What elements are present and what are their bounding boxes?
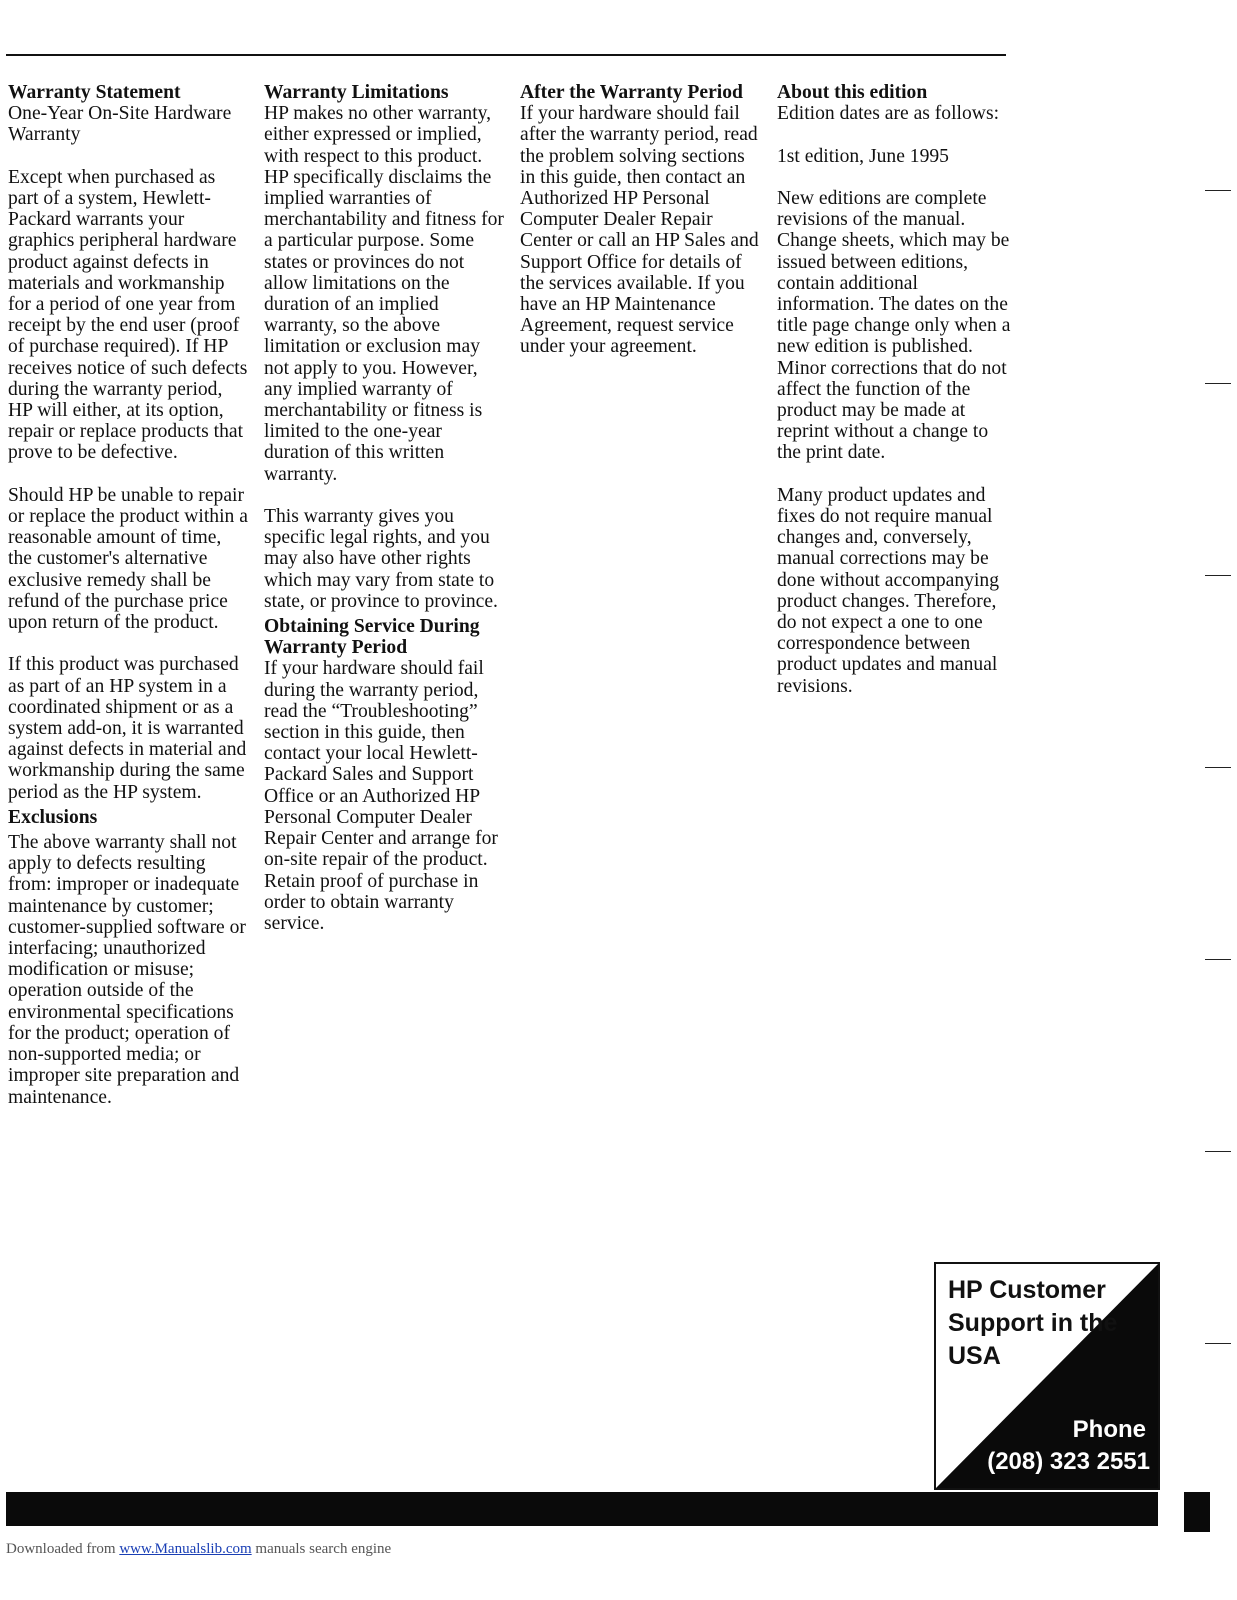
warranty-paragraph-3: If this product was purchased as part of an HP system in a coordinated shipment or as a system add-on, it is warranted against defects in material and workmanship during the same period as the HP system. xyxy=(8,654,247,803)
top-rule xyxy=(6,54,1006,56)
edition-paragraph-2: 1st edition, June 1995 xyxy=(777,145,949,167)
support-phone-number: (208) 323 2551 xyxy=(987,1448,1150,1475)
margin-tick xyxy=(1205,190,1231,191)
limitations-paragraph-1: HP makes no other warranty, either expressed or implied, with respect to this product. HP specifically disclaims the implied warranties of merchantability and fitness for a particular purpose. Some states or provinces do not allow limitations on the duration of an implied warranty, so the above limitation or exclusion may not apply to you. However, any implied warranty of merchantability or fitness is limited to the one-year duration of this written warranty. xyxy=(264,103,504,485)
warranty-paragraph-1: Except when purchased as part of a system, Hewlett-Packard warrants your graphics peripheral hardware product against defects in materials and workmanship for a period of one year from receipt by the end user (proof of purchase required). If HP receives notice of such defects during the warranty period, HP will either, at its option, repair or replace products that prove to be defective. xyxy=(8,166,248,464)
bottom-edge-block xyxy=(1184,1492,1210,1532)
manualslib-link[interactable]: www.Manualslib.com xyxy=(119,1541,252,1557)
warranty-subheading: One-Year On-Site Hardware Warranty xyxy=(8,103,232,146)
margin-tick xyxy=(1205,1343,1231,1344)
edition-heading: About this edition xyxy=(777,82,928,103)
footer-prefix: Downloaded from xyxy=(6,1541,120,1557)
margin-tick xyxy=(1205,575,1231,576)
support-title: HP Customer Support in the USA xyxy=(948,1276,1118,1370)
support-phone-label: Phone xyxy=(1072,1416,1146,1443)
edition-paragraph-1: Edition dates are as follows: xyxy=(777,103,1000,125)
edition-paragraph-3: New editions are complete revisions of the manual. Change sheets, which may be issued between editions, contain additional information. The dates on the title page change only when a new edition is published. Minor corrections that do not affect the function of the product may be made at reprint without a change to the print date. xyxy=(777,187,1011,464)
bottom-black-band xyxy=(6,1492,1158,1526)
margin-tick xyxy=(1205,1151,1231,1152)
obtaining-service-heading: Obtaining Service During Warranty Period xyxy=(264,616,480,659)
exclusions-text: The above warranty shall not apply to defects resulting from: improper or inadequate maintenance by customer; customer-supplied software or interfacing; unauthorized modification or misuse; operation outside of the environmental specifications for the product; operation of non-supported media; or improper site preparation and maintenance. xyxy=(8,832,246,1108)
column-after-warranty xyxy=(520,82,760,379)
margin-tick xyxy=(1205,959,1231,960)
limitations-heading: Warranty Limitations xyxy=(264,82,449,103)
download-footer xyxy=(6,1541,391,1558)
customer-support-box xyxy=(934,1262,1160,1490)
warranty-heading: Warranty Statement xyxy=(8,82,181,103)
obtaining-service-text: If your hardware should fail during the warranty period, read the “Troubleshooting” section in this guide, then contact your local Hewlett-Packard Sales and Support Office or an Authorized HP Personal Computer Dealer Repair Center and arrange for on-site repair of the product. Retain proof of purchase in order to obtain warranty service. xyxy=(264,658,498,934)
column-limitations xyxy=(264,82,509,955)
limitations-paragraph-2: This warranty gives you specific legal rights, and you may also have other rights which may vary from state to state, or province to province. xyxy=(264,506,498,612)
after-warranty-heading: After the Warranty Period xyxy=(520,82,743,103)
margin-tick xyxy=(1205,383,1231,384)
edition-paragraph-4: Many product updates and fixes do not require manual changes and, conversely, manual corrections may be done without accompanying product changes. Therefore, do not expect a one to one correspondence between product updates and manual revisions. xyxy=(777,484,1000,697)
column-edition xyxy=(777,82,1012,718)
column-warranty xyxy=(8,82,248,1129)
warranty-paragraph-2: Should HP be unable to repair or replace the product within a reasonable amount of time, the customer's alternative exclusive remedy shall be refund of the purchase price upon return of the product. xyxy=(8,484,248,634)
footer-suffix: manuals search engine xyxy=(251,1541,392,1557)
margin-tick xyxy=(1205,767,1231,768)
exclusions-heading: Exclusions xyxy=(8,806,98,828)
after-warranty-text: If your hardware should fail after the warranty period, read the problem solving sections in this guide, then contact an Authorized HP Personal Computer Dealer Repair Center or call an HP Sales and Support Office for details of the services available. If you have an HP Maintenance Agreement, request service under your agreement. xyxy=(520,103,759,358)
